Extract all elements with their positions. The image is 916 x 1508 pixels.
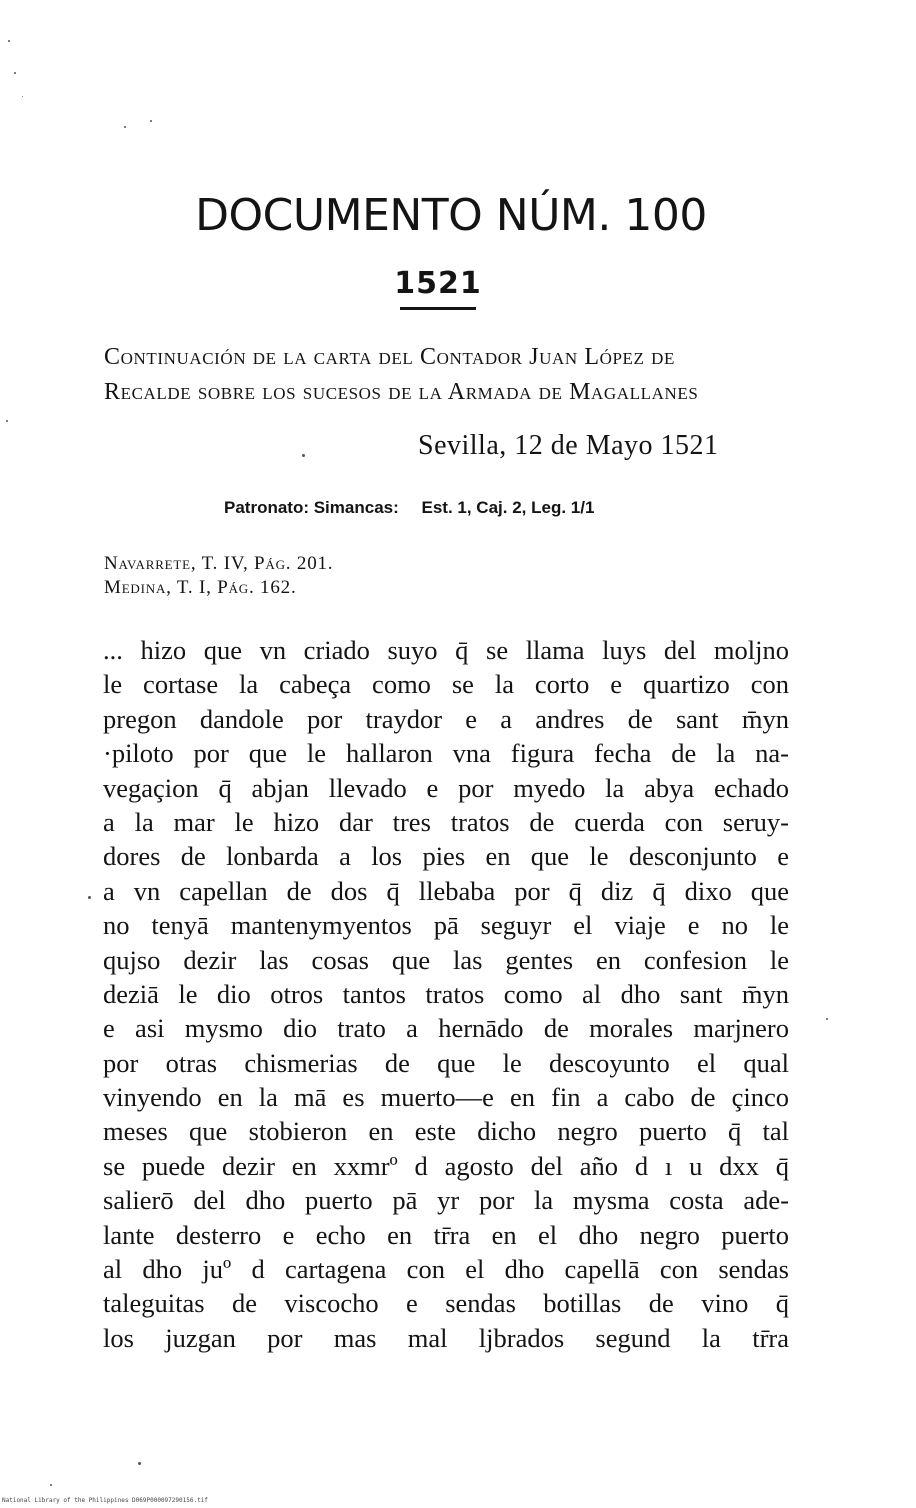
body-line: deziā le dio otros tantos tratos como al dho sant m̄yn: [103, 978, 789, 1009]
scan-speck: [50, 1484, 52, 1486]
archive-source: Patronato: Simancas:: [224, 498, 399, 517]
document-heading: [104, 340, 804, 410]
scan-speck: [6, 420, 8, 422]
scan-speck: [14, 72, 16, 74]
body-text: [103, 633, 789, 1355]
body-line: al dho juº d cartagena con el dho capellā con sendas: [103, 1254, 789, 1285]
place-date: Sevilla, 12 de Mayo 1521: [418, 430, 719, 461]
scan-speck: [22, 96, 23, 97]
body-line: por otras chismerias de que le descoyunto el qual: [103, 1047, 789, 1078]
bibliographic-references: [104, 552, 333, 600]
body-line: se puede dezir en xxmrº d agosto del año d ı u dxx q̄: [103, 1150, 789, 1181]
body-line: dores de lonbarda a los pies en que le desconjunto e: [103, 841, 789, 872]
heading-line: Continuación de la carta del Contador Juan López de: [104, 344, 675, 370]
scan-footer: National Library of the Philippines D069P000097290156.tif: [2, 1497, 208, 1504]
body-line: taleguitas de viscocho e sendas botillas de vino q̄: [103, 1288, 789, 1319]
body-line: ... hizo que vn criado suyo q̄ se llama luys del moljno: [103, 635, 789, 665]
scan-speck: [138, 1462, 141, 1465]
scan-speck: [150, 120, 152, 122]
document-year: 1521: [394, 266, 482, 301]
body-line: lante desterro e echo en tr̄ra en el dho negro puerto: [103, 1219, 789, 1250]
heading-line: Recalde sobre los sucesos de la Armada de Magallanes: [104, 379, 699, 405]
scan-speck: [302, 454, 305, 457]
archive-location: Est. 1, Caj. 2, Leg. 1/1: [421, 498, 595, 517]
scan-speck: [88, 896, 91, 899]
year-underline: [400, 307, 476, 310]
body-line: los juzgan por mas mal ljbrados segund la tr̄ra: [103, 1322, 789, 1353]
body-line: meses que stobieron en este dicho negro puerto q̄ tal: [103, 1116, 789, 1147]
body-line: e asi mysmo dio trato a hernādo de morales marjnero: [103, 1013, 789, 1044]
scan-speck: [826, 1018, 828, 1020]
reference-line: Navarrete, T. IV, Pág. 201.: [104, 553, 334, 574]
body-line: vegaçion q̄ abjan llevado e por myedo la abya echado: [103, 772, 789, 803]
document-title: DOCUMENTO NÚM. 100: [195, 190, 707, 241]
body-line: vinyendo en la mā es muerto—e en fin a cabo de çinco: [103, 1082, 789, 1113]
scan-speck: [124, 126, 126, 128]
scan-speck: [8, 40, 10, 42]
body-line: salierō del dho puerto pā yr por la mysma costa ade-: [103, 1185, 789, 1216]
body-line: a la mar le hizo dar tres tratos de cuerda con seruy-: [103, 806, 789, 837]
reference-line: Medina, T. I, Pág. 162.: [104, 577, 297, 598]
body-line: a vn capellan de dos q̄ llebaba por q̄ diz q̄ dixo que: [103, 875, 789, 906]
body-line: no tenyā mantenymyentos pā seguyr el viaje e no le: [103, 910, 789, 941]
body-line: le cortase la cabeça como se la corto e quartizo con: [103, 669, 789, 700]
archive-reference: [224, 496, 594, 520]
body-line: pregon dandole por traydor e a andres de sant m̄yn: [103, 703, 789, 734]
body-line: ·piloto por que le hallaron vna figura fecha de la na-: [103, 738, 789, 769]
body-line: qujso dezir las cosas que las gentes en confesion le: [103, 944, 789, 975]
